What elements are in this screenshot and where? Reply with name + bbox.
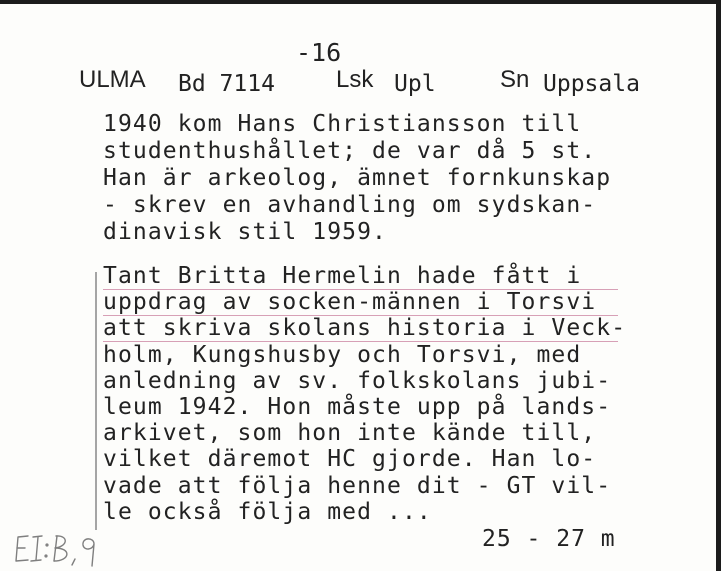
text-line: vade att följa henne dit - GT vil-	[103, 472, 612, 499]
archive-code: ULMA	[79, 66, 146, 93]
pencil-margin-line	[95, 272, 97, 530]
text-line: studenthushållet; de var då 5 st.	[103, 138, 597, 164]
parish-name: Uppsala	[543, 71, 640, 97]
volume-number: Bd 7114	[178, 71, 275, 97]
paragraph-first	[103, 111, 611, 246]
text-line: arkivet, som hon inte kände till,	[103, 420, 597, 447]
page-number: -16	[296, 38, 342, 67]
province-label: Lsk	[336, 66, 374, 93]
underlined-text-line: Tant Britta Hermelin hade fått i	[103, 263, 626, 289]
text-line: anledning av sv. folkskolans jubi-	[103, 367, 612, 394]
text-line: le också följa med ...	[103, 498, 432, 525]
card-header	[0, 66, 721, 106]
underlined-text-line: att skriva skolans historia i Veck-	[103, 315, 627, 342]
parish-label: Sn	[500, 66, 530, 93]
text-line: dinavisk stil 1959.	[103, 219, 387, 245]
handwritten-mark-drawing	[14, 528, 124, 568]
province-name: Upl	[394, 71, 436, 97]
text-line: vilket däremot HC gjorde. Han lo-	[103, 446, 597, 473]
handwritten-archive-mark	[14, 528, 124, 572]
page-range: 25 - 27 m	[482, 526, 616, 552]
text-line: - skrev en avhandling om sydskan-	[103, 192, 597, 218]
underlined-text-line: uppdrag av socken-männen i Torsvi	[103, 289, 626, 315]
text-line: 1940 kom Hans Christiansson till	[103, 111, 582, 137]
text-line: Han är arkeolog, ämnet fornkunskap	[103, 165, 612, 191]
underlined-text-line: holm, Kungshusby och Torsvi, med	[103, 342, 626, 368]
paragraph-second	[103, 263, 626, 525]
text-line: leum 1942. Hon måste upp på lands-	[103, 393, 612, 420]
